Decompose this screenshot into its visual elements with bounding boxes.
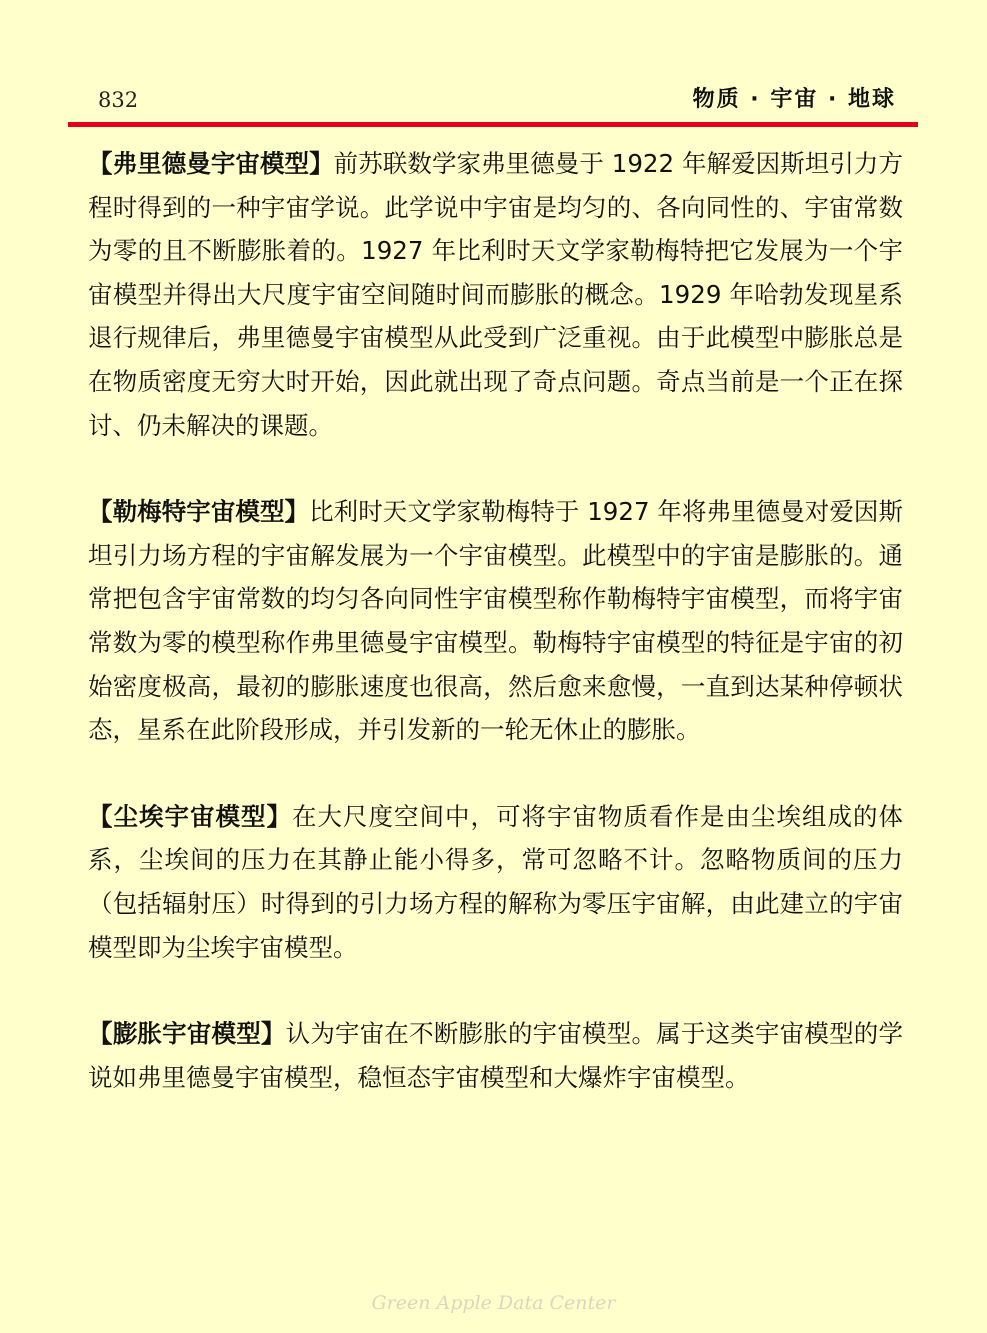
header-rule: [68, 122, 918, 127]
entry-expanding: [88, 1012, 903, 1099]
entry-title: 【膨胀宇宙模型】: [88, 1019, 286, 1049]
footer-watermark: Green Apple Data Center: [371, 1292, 616, 1314]
entry-title: 【弗里德曼宇宙模型】: [88, 149, 334, 178]
entry-body: 认为宇宙在不断膨胀的宇宙模型。属于这类宇宙模型的学说如弗里德曼宇宙模型，稳恒态宇宙模型和大爆炸宇宙模型。: [88, 1019, 903, 1092]
section-title: 物质 · 宇宙 · 地球: [692, 87, 896, 112]
page-content: [88, 142, 903, 1142]
entry-friedmann: [88, 142, 903, 447]
entry-dust: [88, 795, 903, 969]
entry-title: 【尘埃宇宙模型】: [88, 801, 292, 831]
entry-body: 比利时天文学家勒梅特于 1927 年将弗里德曼对爱因斯坦引力场方程的宇宙解发展为一个宇宙模型。此模型中的宇宙是膨胀的。通常把包含宇宙常数的均匀各向同性宇宙模型称作勒梅特宇宙模型，而将宇宙常数为零的模型称作弗里德曼宇宙模型。勒梅特宇宙模型的特征是宇宙的初始密度极高，最初的膨胀速度也很高，然后愈来愈慢，一直到达某种停顿状态，星系在此阶段形成，并引发新的一轮无休止的膨胀。: [88, 497, 903, 745]
entry-title: 【勒梅特宇宙模型】: [88, 497, 310, 527]
page-header: [70, 82, 918, 122]
entry-body: 在大尺度空间中，可将宇宙物质看作是由尘埃组成的体系，尘埃间的压力在其静止能小得多，常可忽略不计。忽略物质间的压力（包括辐射压）时得到的引力场方程的解称为零压宇宙解，由此建立的宇宙模型即为尘埃宇宙模型。: [88, 801, 903, 962]
page-number: 832: [98, 88, 139, 112]
entry-body: 前苏联数学家弗里德曼于 1922 年解爱因斯坦引力方程时得到的一种宇宙学说。此学说中宇宙是均匀的、各向同性的、宇宙常数为零的且不断膨胀着的。1927 年比利时天文学家勒梅特把它发展为一个宇宙模型并得出大尺度宇宙空间随时间而膨胀的概念。1929 年哈勃发现星系退行规律后，弗里德曼宇宙模型从此受到广泛重视。由于此模型中膨胀总是在物质密度无穷大时开始，因此就出现了奇点问题。奇点当前是一个正在探讨、仍未解决的课题。: [88, 149, 903, 440]
entry-lemaitre: [88, 490, 903, 752]
